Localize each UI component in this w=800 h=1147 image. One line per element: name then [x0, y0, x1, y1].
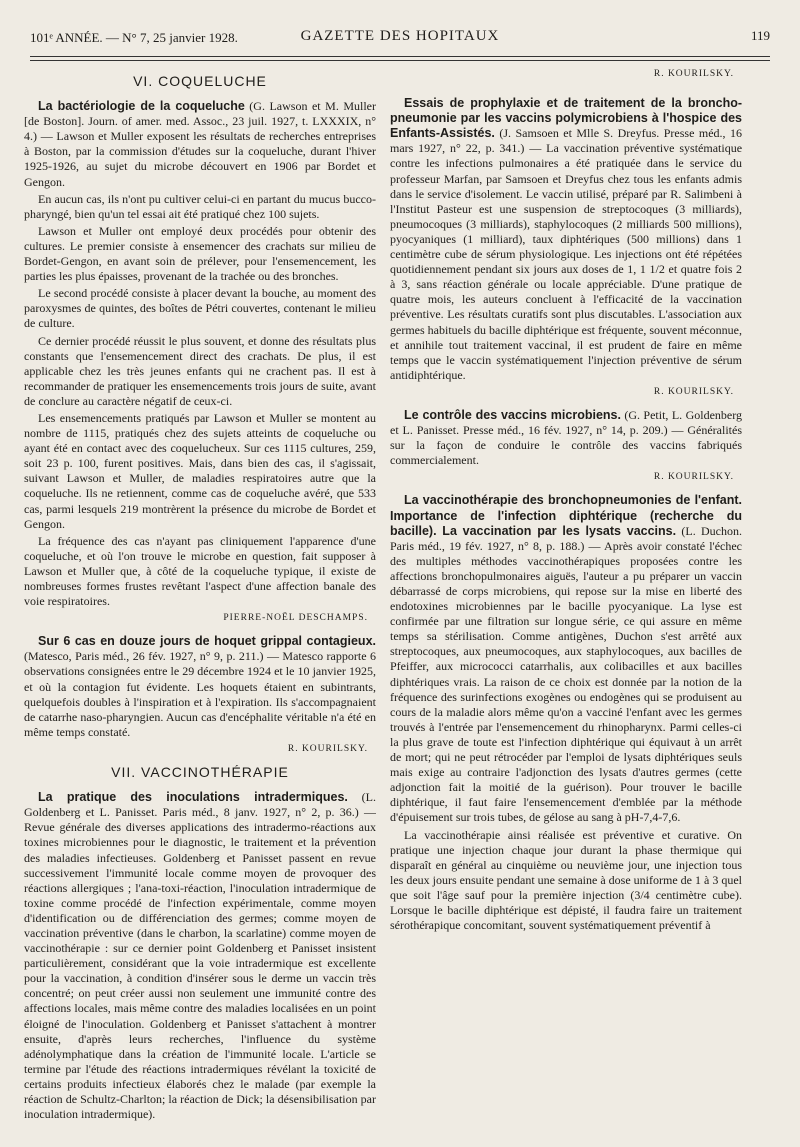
article-bacteriologie [24, 99, 376, 626]
author-signature: R. KOURILSKY. [653, 472, 734, 483]
header-rule-top [30, 56, 770, 57]
article-paragraph: — Après avoir constaté l'échec des multiples méthodes vaccinothérapiques proposées contre les affections bronchopulmonaires aiguës, l'auteur a pu préparer un vaccin débarrassé de corps microbiens, qui repose sur la mise en liberté des endotoxines microbiennes par le bacille pyocyanique. La lyse est confirmée par une filtration sur longue série, ce qui assure en même temps sa stérilisation. Comme antigènes, Duchon s'est arrêté aux streptocoques, aux pneumocoques, aux staphylocoques, aux bacilles de Pfeiffer, aux micrococci catarrhalis, aux colibacilles et aux bacilles diphtériques vrais. La raison de ce choix est donnée par la notion de la fréquence des surinfections exogènes ou endogènes qui se produisent au cours de la maladie alors même qu'on a vacciné l'enfant avec les germes trouvés à l'entrée par l'ensemencement du rhinopharynx. Parmi celles-ci la plus grave de toute est l'infection diphtérique qui équivaut à un arrêt de mort; qui ne peut rétrocéder par l'emploi de lysats diphtériques seuls mais exige au contraire l'adjonction des lysats d'autres germes (cette adjonction fait la moitié de la guérison). Pour trouver le bacille diphtérique, il faut faire l'ensemencement d'emblée par la méthode d'épuisement sur trois tubes, de gélose au sang à pH-7,4-7,6. [390, 538, 742, 825]
running-head [30, 24, 770, 50]
article-hoquet-grippal [24, 634, 376, 757]
article-lead [24, 99, 376, 190]
author-signature: R. KOURILSKY. [653, 386, 734, 397]
issue-info: 101ᵉ ANNÉE. — N° 7, 25 janvier 1928. [30, 30, 238, 45]
article-paragraph: Le second procédé consiste à placer devant la bouche, au moment des paroxysmes de quintes, des boîtes de Pétri couvertes, contenant le milieu de culture. [24, 286, 376, 331]
article-lead [24, 634, 376, 740]
article-lead [390, 493, 742, 825]
article-lead [390, 408, 742, 468]
article-paragraph: La vaccinothérapie ainsi réalisée est préventive et curative. On pratique une injection chaque jour durant la phase thermique qui disparaît en général au cinquième ou neuvième jour, une injection tous les deux jours ensuite pendant une semaine à dose uniforme de 1 à 3 quel que soit l'âge sauf pour la première injection (3/4 centimètre cube). Lorsque le bacille diphtérique est dépisté, il faudra faire un traitement sérothérapique concomitant, souvent systématiquement préventif à [390, 827, 742, 933]
article-lead [390, 96, 742, 383]
article-vaccinotherapie-bronchopneumonies [390, 493, 742, 933]
article-paragraph: — Généralités sur la façon de conduire le contrôle des vaccins fabriqués commercialement. [390, 423, 742, 468]
article-reference: (L. Duchon. Paris méd., 19 fév. 1927, n° 8, p. 188.) [390, 523, 742, 553]
left-column [24, 66, 376, 1136]
article-title: Essais de prophylaxie et de traitement de la broncho-pneumonie par les vaccins polymicrobiens à l'hospice des Enfants-Assistés. [390, 96, 742, 141]
right-column [390, 66, 742, 1136]
article-title: La pratique des inoculations intradermiques. [38, 790, 348, 805]
article-paragraph: — La vaccination préventive systématique contre les infections pulmonaires a été pratiquée dans le service du professeur Marfan, par Samsoen et Dreyfus chez tous les enfants admis dans le service d'isolement. Le vaccin utilisé, préparé par R. Salimbeni à l'Institut Pasteur est une suspension de streptocoques (3 milliards), pneumocoques (3 milliards), staphylocoques (2 milliards 500 millions), pyocyaniques (1 milliard), taux diphtériques (500 millions) dans 1 centimètre cube de sérum physiologique. Les injections ont été répétées quotidiennement pendant six jours aux doses de 1, 1 1/2 et quatre fois 2 à 3, sans réaction générale ou locale appréciable. D'une pratique de quatre mois, les auteurs concluent à l'efficacité de la vaccination préventive. Les résultats curatifs sont plus discutables. L'association aux germes habituels du bacille diphtérique est fréquente, souvent méconnue, et annihile tout traitement vaccinal, il est prudent de faire en même temps que le vaccin systématiquement l'injection préventive de sérum antidiphtérique. [390, 141, 742, 382]
author-signature: PIERRE-NOËL DESCHAMPS. [223, 613, 368, 624]
article-paragraph: — Matesco rapporte 6 observations consignées entre le 29 décembre 1924 et le 10 janvier 1925, et où la contagion fut évidente. Les hoquets étaient en subintrants, quelquefois doubles à l'inspiration et à l'expiration. Ils s'accompagnaient de catarrhe naso-pharyngien. Aucun cas d'encéphalite véritable n'a été en même temps constaté. [24, 649, 376, 739]
article-paragraph: Les ensemencements pratiqués par Lawson et Muller se montent au nombre de 1115, pratiqués chez des sujets atteints de coqueluche ou ayant été en contact avec des coquelucheux. Sur ces 1115 cultures, 259, soit 23 p. 100, furent positives. Mais, dans bien des cas, il s'agissait, suivant Lawson et Muller, de maladies respiratoires autre que la coqueluche. Ils ne retiennent, comme cas de coqueluche avéré, que 533 cas, parmi lesquels 219 montrèrent la présence du microbe de Bordet et Gengon. [24, 410, 376, 531]
article-title: Sur 6 cas en douze jours de hoquet grippal contagieux. [38, 634, 376, 649]
article-lead [24, 790, 376, 1122]
section-heading-coqueluche: VI. COQUELUCHE [133, 73, 267, 89]
article-paragraph: La fréquence des cas n'ayant pas cliniquement l'apparence d'une coqueluche, et où l'on trouve le microbe en question, fait supposer à Lawson et Muller que, à côté de la coqueluche typique, il existe de nombreuses formes frustes revêtant l'aspect d'une affection banale des voie respiratoires. [24, 533, 376, 609]
author-signature: R. KOURILSKY. [653, 69, 734, 79]
page-number: 119 [750, 28, 770, 43]
article-title: La vaccinothérapie des bronchopneumonies de l'enfant. Importance de l'infection diphtérique (recherche du bacille). La vaccination par les lysats vaccins. [390, 493, 742, 538]
article-paragraph: Ce dernier procédé réussit le plus souvent, et donne des résultats plus constants que l'ensemencement direct des crachats. De plus, il est applicable chez les très jeunes enfants qui ne crachent pas. Il est à recommander de pratiquer les ensemencements trois jours de suite, avant de conclure au caractère négatif de ceux-ci. [24, 333, 376, 408]
section-heading-vaccinotherapie: VII. VACCINOTHÉRAPIE [111, 764, 289, 781]
article-paragraph: — Revue générale des diverses applications des intradermo-réactions aux toxines microbiennes pour le diagnostic, le traitement et la prévention des maladies infectieuses. Goldenberg et Panisset passent en revue successivement l'immunité locale comme moyen de provoquer des réactions allergiques ; l'ana-toxi-réaction, l'inoculation intradermique de toxine comme procédé de l'infection expérimentale, comme moyen d'identification ou de différenciation des germes; comme moyen de vaccination préventive (dans le charbon, la scarlatine) comme moyen de vaccinothérapie : sur ce dernier point Goldenberg et Panisset insistent particulièrement, considérant que la voie intradermique est excellente pour la vaccination, à condition d'insérer sous le derme un vaccin très concentré; on peut créer aussi non seulement une immunité contre des affections locales, mais même contre des maladies localisées en un point éloigné de l'inoculation. Goldenberg et Panisset s'attachent à montrer ensuite, d'après leurs recherches, l'influence du système adénolymphatique dans la création de l'immunité locale. L'article se termine par l'étude des réactions intradermiques révélant la toxicité de certains produits infectieux élaborés chez le malade (par exemple la réaction de Schultz-Charlton; la réaction de Dick; la désensibilisation par inoculation intradermique). [24, 805, 376, 1122]
article-paragraph: Lawson et Muller ont employé deux procédés pour obtenir des cultures. Le premier consiste à ensemencer des crachats sur milieu de Bordet-Gengon, en avant soin de prélever, pour l'ensemencement, les parties les plus épaisses, provenant de la trachée ou des bronches. [24, 223, 376, 284]
article-prophylaxie-bronchopneumonie [390, 96, 742, 400]
article-title: Le contrôle des vaccins microbiens. [404, 407, 621, 422]
author-signature: R. KOURILSKY. [287, 743, 368, 754]
article-reference: (L. Goldenberg et L. Panisset. Paris méd., 8 janv. 1927, n° 2, p. 36.) [24, 790, 376, 820]
article-reference: (J. Samsoen et Mlle S. Dreyfus. Presse méd., 16 mars 1927, n° 22, p. 341.) [390, 126, 742, 156]
spacer [390, 88, 742, 96]
header-rule-bottom [30, 60, 770, 61]
article-inoculations-intradermiques [24, 790, 376, 1122]
article-paragraph: En aucun cas, ils n'ont pu cultiver celui-ci en partant du mucus bucco-pharyngé, bien qu'un tel essai ait été pratiqué chez 100 sujets. [24, 191, 376, 221]
article-reference: (G. Lawson et M. Muller [de Boston]. Journ. of amer. med. Assoc., 23 juil. 1927, t. LXXXIX, n° 4.) [24, 99, 376, 144]
article-reference: (G. Petit, L. Goldenberg et L. Panisset. Presse méd., 16 fév. 1927, n° 14, p. 209.) [390, 407, 742, 438]
article-controle-vaccins [390, 408, 742, 485]
journal-title: GAZETTE DES HOPITAUX [300, 28, 500, 44]
article-reference: (Matesco, Paris méd., 26 fév. 1927, n° 9, p. 211.) [24, 649, 264, 664]
article-title: La bactériologie de la coqueluche [38, 99, 245, 114]
article-paragraph: — Lawson et Muller exposent les résultats de recherches entreprises à Boston, par la commission d'études sur la coqueluche, durant l'hiver 1925-1926, au sujet du microbe découvert en 1906 par Bordet et Gengon. [24, 129, 376, 189]
